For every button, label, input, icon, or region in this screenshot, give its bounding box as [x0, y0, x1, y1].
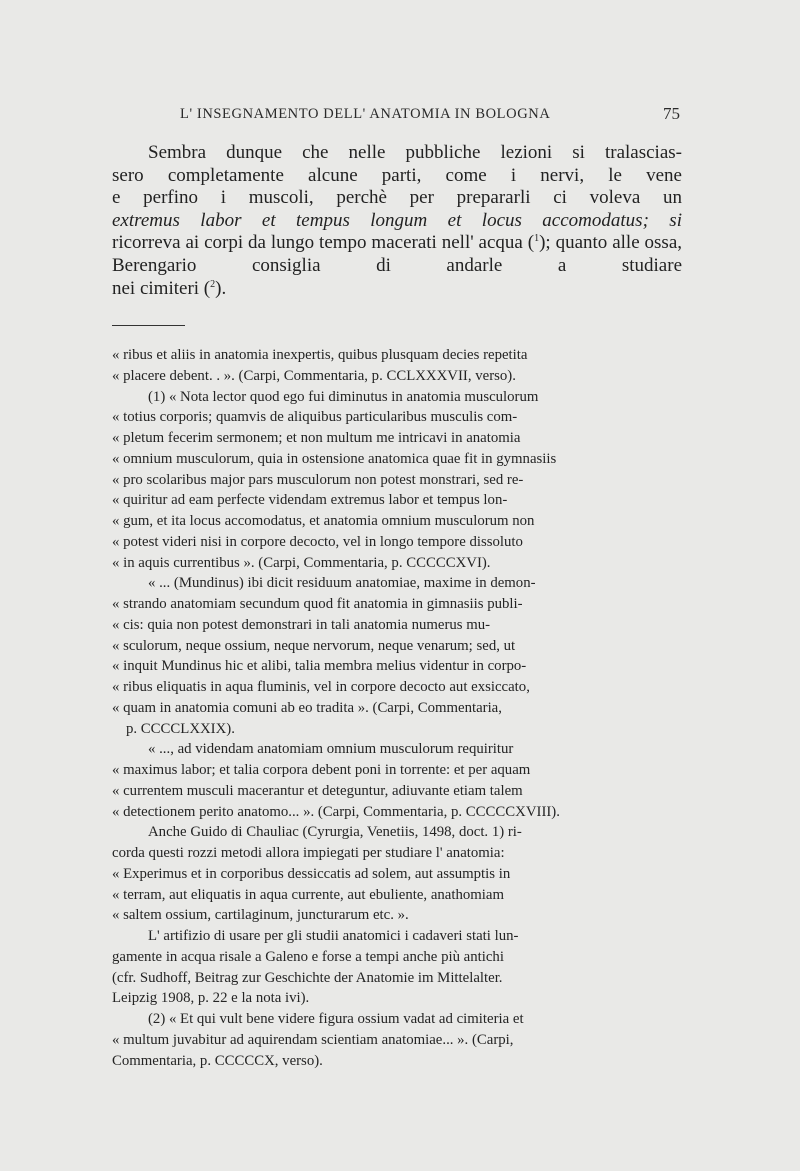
main-line: sero completamente alcune parti, come i nervi, le vene [112, 164, 682, 186]
footnote-line: « in aquis currentibus ». (Carpi, Commentaria, p. CCCCCXVI). [112, 554, 491, 571]
footnote-line: « saltem ossium, cartilaginum, juncturarum etc. ». [112, 907, 409, 924]
footnote-line: « inquit Mundinus hic et alibi, talia membra melius videntur in corpo- [112, 658, 527, 675]
main-paragraph [112, 142, 682, 300]
main-line: e perfino i muscoli, perchè per prepararli ci voleva un [112, 187, 682, 209]
footnote-line: « strando anatomiam secundum quod fit anatomia in gimnasiis publi- [112, 596, 523, 612]
footnote-line: « totius corporis; quamvis de aliquibus particularibus musculis com- [112, 409, 518, 426]
footnote-line: « omnium musculorum, quia in ostensione anatomica quae fit in gymnasiis [112, 450, 557, 467]
footnote-line: « ribus eliquatis in aqua fluminis, vel in corpore decocto aut exsiccato, [112, 679, 530, 695]
running-header [180, 106, 680, 123]
main-line: Sembra dunque che nelle pubbliche lezioni si tralascias- [148, 142, 682, 163]
footnote-line: p. CCCCLXXIX). [126, 720, 235, 737]
footnote-line: « detectionem perito anatomo... ». (Carpi, Commentaria, p. CCCCCXVIII). [112, 803, 560, 820]
footnote-line: « cis: quia non potest demonstrari in tali anatomia numerus mu- [112, 616, 491, 633]
footnote-line: « placere debent. . ». (Carpi, Commentaria, p. CCLXXXVII, verso). [112, 367, 516, 384]
footnote-line: Commentaria, p. CCCCCX, verso). [112, 1052, 323, 1069]
footnote-line: « gum, et ita locus accomodatus, et anatomia omnium musculorum non [112, 513, 535, 529]
footnote-line: « quam in anatomia comuni ab eo tradita ». (Carpi, Commentaria, [112, 699, 502, 716]
footnote-line: (1) « Nota lector quod ego fui diminutus in anatomia musculorum [148, 388, 539, 405]
footnote-separator [112, 325, 185, 326]
footnote-line: « pletum fecerim sermonem; et non multum me intricavi in anatomia [112, 430, 521, 446]
main-line: nei cimiteri ($^2$). [112, 277, 227, 299]
footnote-line: Anche Guido di Chauliac (Cyrurgia, Venetiis, 1498, doct. 1) ri- [148, 824, 522, 841]
footnote-ref-1: 1 [534, 233, 540, 245]
footnote-line: « quiritur ad eam perfecte videndam extremus labor et tempus lon- [112, 492, 508, 509]
footnote-line: « Experimus et in corporibus dessiccatis ad solem, aut assumptis in [112, 865, 511, 882]
footnote-ref-2: 2 [210, 278, 216, 290]
footnote-line: « maximus labor; et talia corpora debent poni in torrente: et per aquam [112, 762, 531, 778]
footnote-line: « ..., ad videndam anatomiam omnium musculorum requiritur [148, 741, 514, 758]
footnote-line: « multum juvabitur ad aquirendam scientiam anatomiae... ». (Carpi, [112, 1031, 514, 1048]
page-number: 75 [663, 104, 680, 123]
footnote-line: L' artifizio di usare per gli studii anatomici i cadaveri stati lun- [148, 928, 519, 944]
main-line: extremus labor et tempus longum et locus accomodatus; si [112, 209, 682, 231]
footnote-line: « terram, aut eliquatis in aqua currente, aut ebuliente, anathomiam [112, 886, 504, 903]
footnote-line: « ribus et aliis in anatomia inexpertis, quibus plusquam decies repetita [112, 347, 528, 363]
footnote-line: « pro scolaribus major pars musculorum non potest monstrari, sed re- [112, 471, 524, 488]
footnote-line: « currentem musculi macerantur et deteguntur, adiuvante etiam talem [112, 782, 523, 799]
footnote-line: gamente in acqua risale a Galeno e forse a tempi anche più antichi [112, 948, 504, 965]
main-line: ricorreva ai corpi da lungo tempo macerati nell' acqua ($^1$); quanto alle ossa, Berengario consiglia di andarle a studiare [112, 232, 682, 276]
footnote-line: « ... (Mundinus) ibi dicit residuum anatomiae, maxime in demon- [148, 575, 536, 592]
footnote-line: « sculorum, neque ossium, neque nervorum, neque venarum; sed, ut [112, 637, 516, 654]
footnote-line: (2) « Et qui vult bene videre figura ossium vadat ad cimiteria et [148, 1011, 524, 1027]
footnote-line: corda questi rozzi metodi allora impiegati per studiare l' anatomia: [112, 845, 505, 861]
footnote-line: (cfr. Sudhoff, Beitrag zur Geschichte der Anatomie im Mittelalter. [112, 969, 503, 986]
footnotes [112, 345, 684, 1071]
running-title: L' INSEGNAMENTO DELL' ANATOMIA IN BOLOGNA [180, 106, 551, 122]
footnote-line: « potest videri nisi in corpore decocto, vel in longo tempore dissoluto [112, 533, 523, 550]
footnote-line: Leipzig 1908, p. 22 e la nota ivi). [112, 990, 310, 1007]
